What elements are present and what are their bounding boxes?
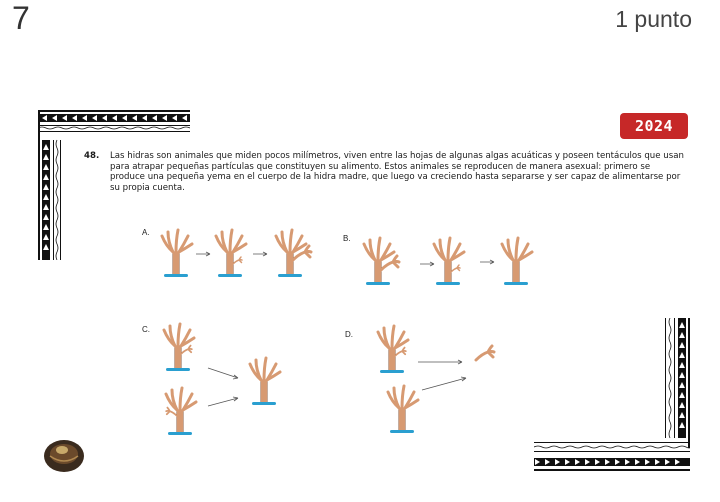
option-c-label: C.	[142, 325, 150, 334]
option-a-label: A.	[142, 228, 150, 237]
question-statement: Las hidras son animales que miden pocos milímetros, viven entre las hojas de algunas algas acuáticas y poseen tentáculos que usan para atrapar pequeñas partículas que constituyen su alimento. Estos animales se reproducen de manera asexual: primero se produce una pequeña yema en el cuerpo de la hidra madre, que luego va creciendo hasta separarse y ser capaz de alimentarse por su propia cuenta.	[110, 151, 684, 193]
year-badge: 2024	[620, 113, 688, 139]
option-b-figure	[364, 238, 532, 285]
option-c-figure	[164, 324, 280, 435]
option-d-label: D.	[345, 330, 353, 339]
option-d-figure	[378, 326, 494, 433]
question-item-number: 48.	[84, 151, 100, 161]
option-a-figure	[162, 230, 311, 277]
question-number: 7	[12, 0, 30, 36]
points-label: 1 punto	[615, 6, 692, 32]
decorative-seal-icon	[42, 436, 86, 476]
option-b-label: B.	[343, 234, 351, 243]
